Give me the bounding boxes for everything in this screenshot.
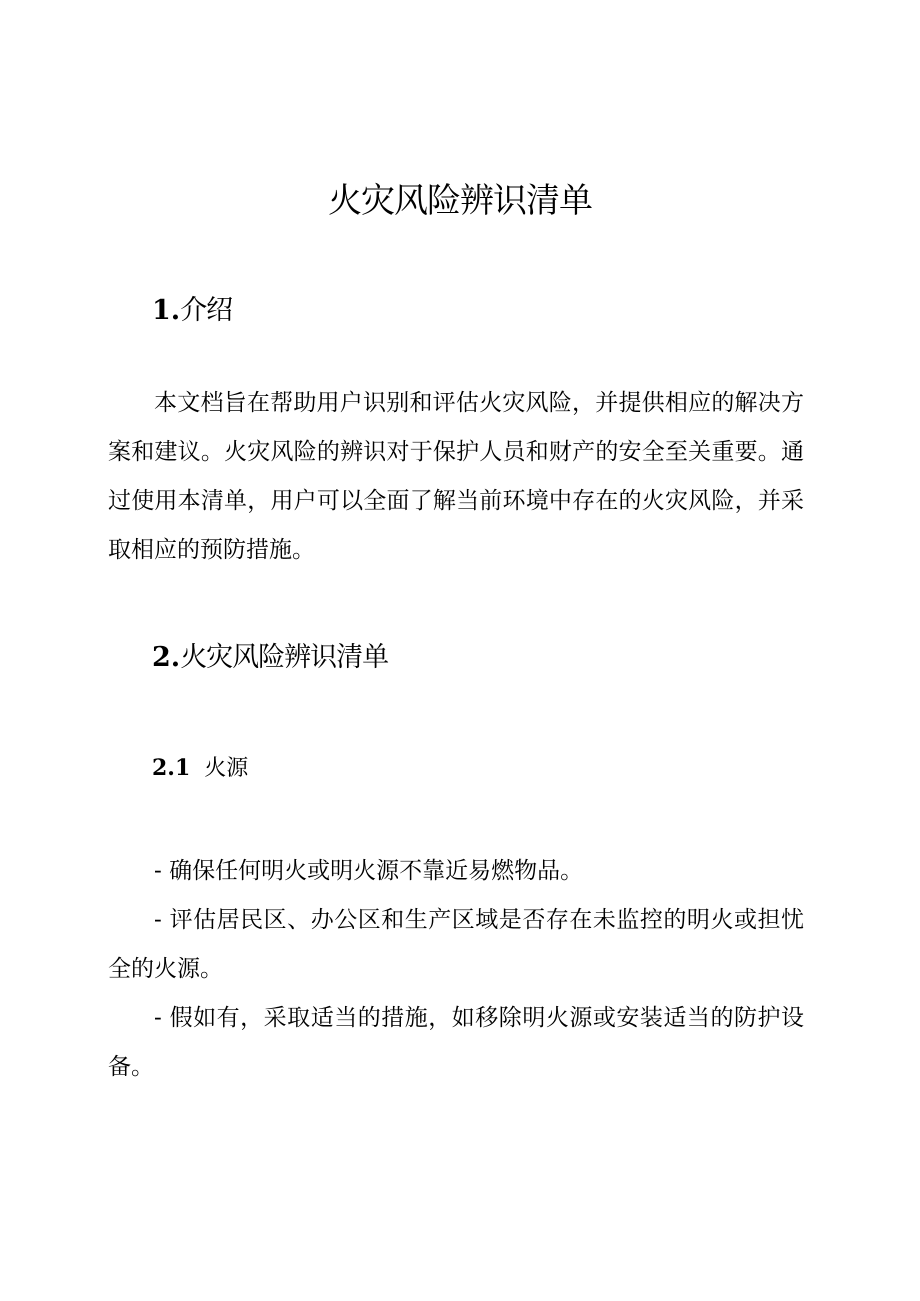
section-1-number: 1. xyxy=(152,295,181,326)
subsection-2-1-title: 火源 xyxy=(204,756,249,781)
list-item: - 评估居民区、办公区和生产区域是否存在未监控的明火或担忧全的火源。 xyxy=(108,907,804,982)
section-1-title: 介绍 xyxy=(180,295,233,326)
document-title: 火灾风险辨识清单 xyxy=(328,181,592,221)
section-1-heading xyxy=(152,291,232,331)
section-2-number: 2. xyxy=(152,642,181,673)
section-2-heading xyxy=(152,638,388,678)
subsection-2-1-number: 2.1 xyxy=(152,755,191,781)
intro-paragraph: 本文档旨在帮助用户识别和评估火灾风险，并提供相应的解决方案和建议。火灾风险的辨识对于保护人员和财产的安全至关重要。通过使用本清单，用户可以全面了解当前环境中存在的火灾风险，并采取相应的预防措施。 xyxy=(108,390,804,563)
subsection-2-1-heading xyxy=(152,751,248,786)
list-item: - 确保任何明火或明火源不靠近易燃物品。 xyxy=(154,858,584,884)
list-item: - 假如有，采取适当的措施，如移除明火源或安装适当的防护设备。 xyxy=(108,1005,804,1080)
section-2-title: 火灾风险辨识清单 xyxy=(180,642,389,673)
